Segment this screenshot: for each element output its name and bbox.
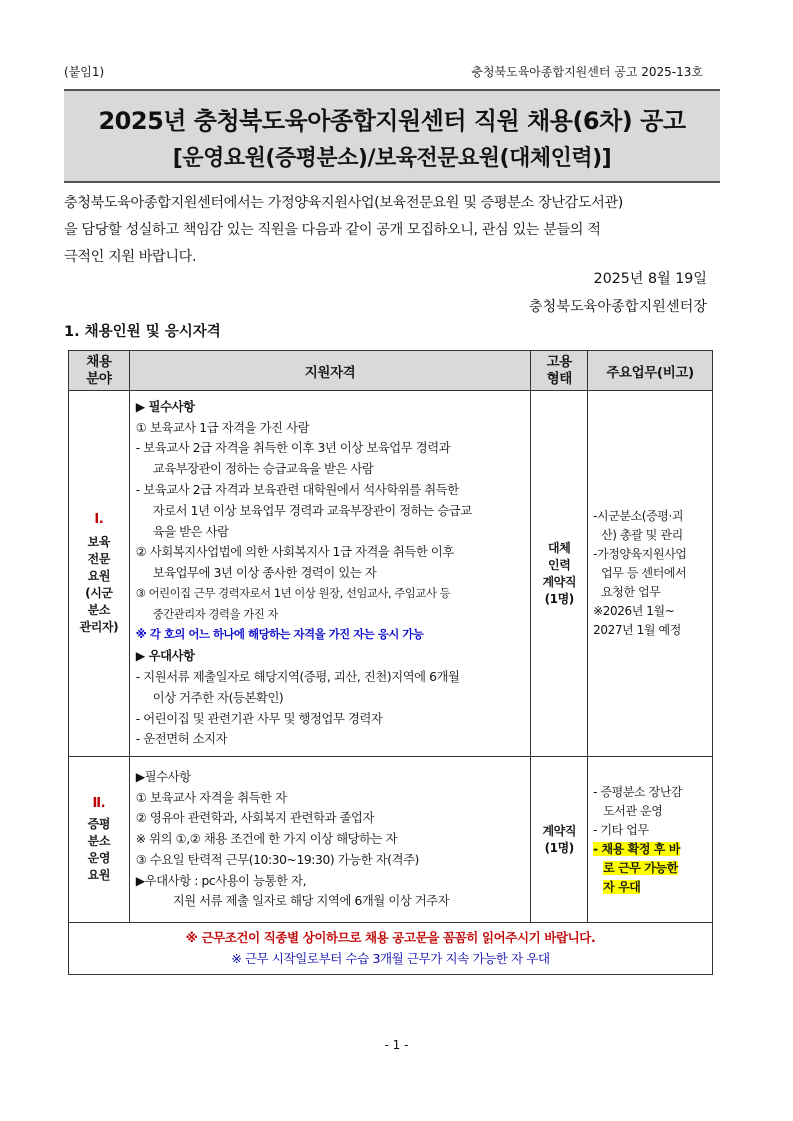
duty-highlight — [593, 878, 707, 897]
page-title: 2025년 충청북도육아종합지원센터 직원 채용(6차) 공고 — [98, 107, 686, 135]
row-number: Ⅰ. — [94, 512, 104, 527]
table-row — [69, 391, 713, 757]
row-number: Ⅱ. — [92, 796, 106, 811]
table-header-row — [69, 351, 713, 391]
preference-title: ▶ 우대사항 — [135, 649, 195, 664]
intro-line: 을 담당할 성실하고 책임감 있는 직원을 다음과 같이 공개 모집하오니, 관심 있는 분들의 적 — [64, 222, 601, 238]
field-text: 관리자) — [79, 620, 119, 634]
recruitment-table — [68, 350, 713, 975]
page-number: - 1 - — [384, 1038, 409, 1052]
emp-text: (1명) — [544, 591, 574, 606]
field-text: 보육 — [87, 535, 111, 549]
header-text: 고용 — [546, 353, 572, 370]
field-cell — [69, 757, 130, 923]
duty-line: 2027년 1월 예정 — [593, 623, 681, 637]
field-text: 분소 — [87, 834, 111, 848]
qualification-cell — [129, 391, 531, 757]
qual-line: - 보육교사 2급 자격을 취득한 이후 3년 이상 보육업무 경력과 — [135, 441, 451, 456]
qual-note: ※ 각 호의 어느 하나에 해당하는 자격을 가진 자는 응시 가능 — [135, 628, 424, 642]
qual-line: 자로서 1년 이상 보육업무 경력과 교육부장관이 정하는 승급교 — [152, 503, 472, 518]
duty-line: ※2026년 1월~ — [593, 604, 675, 618]
issuer: 충청북도육아종합지원센터장 — [528, 299, 707, 315]
footnote-primary: ※ 근무조건이 직종별 상이하므로 채용 공고문을 꼼꼼히 읽어주시기 바랍니다. — [185, 930, 596, 945]
emp-text: 대체 — [548, 540, 571, 555]
duty-highlight — [593, 840, 707, 859]
pref-line: ▶우대사항 : pc사용이 능통한 자, — [135, 873, 307, 888]
field-text: 요원 — [87, 868, 111, 882]
qualification-cell — [129, 757, 531, 923]
duty-line: - 채용 확정 후 바 — [593, 841, 680, 856]
table-row — [69, 757, 713, 923]
field-text: (시군 — [85, 586, 113, 600]
duty-line: - 기타 업무 — [593, 822, 649, 837]
emp-text: 인력 — [548, 557, 571, 572]
duty-line: 도서관 운영 — [603, 803, 663, 818]
qual-line: 중간관리자 경력을 가진 자 — [152, 607, 278, 621]
qual-line: ② 영유아 관련학과, 사회복지 관련학과 졸업자 — [135, 811, 375, 826]
duty-line: 업무 등 센터에서 — [601, 566, 687, 580]
pref-line: 이상 거주한 자(등본확인) — [152, 690, 284, 705]
qual-line: ③ 수요일 탄력적 근무(10:30~19:30) 가능한 자(격주) — [135, 852, 419, 867]
header-text: 채용 — [86, 353, 112, 370]
pref-line: - 어린이집 및 관련기관 사무 및 행정업무 경력자 — [135, 711, 383, 726]
notice-number: 충청북도육아종합지원센터 공고 2025-13호 — [471, 65, 703, 79]
employment-cell — [531, 391, 588, 757]
header-field — [69, 351, 130, 391]
header-text: 분야 — [86, 370, 112, 387]
header-emp — [531, 351, 588, 391]
duty-line: -가정양육지원사업 — [593, 547, 687, 561]
footnote-secondary: ※ 근무 시작일로부터 수습 3개월 근무가 지속 가능한 자 우대 — [231, 951, 550, 966]
field-text: 분소 — [87, 603, 111, 617]
qual-line: 교육부장관이 정하는 승급교육을 받은 사람 — [152, 462, 374, 477]
intro-line: 충청북도육아종합지원센터에서는 가정양육지원사업(보육전문요원 및 증평분소 장난감도서관) — [64, 195, 623, 211]
field-text: 운영 — [87, 851, 111, 865]
emp-text: 계약직 — [542, 574, 577, 589]
attachment-label: (붙임1) — [64, 65, 105, 79]
duty-line: - 증평분소 장난감 — [593, 784, 683, 799]
field-text: 증평 — [87, 817, 111, 831]
field-text: 요원 — [87, 569, 111, 583]
header-qual: 지원자격 — [129, 351, 531, 391]
header-text: 형태 — [546, 370, 572, 387]
required-title: ▶ 필수사항 — [135, 399, 195, 414]
required-title: ▶필수사항 — [135, 769, 191, 784]
qual-line: ② 사회복지사업법에 의한 사회복지사 1급 자격을 취득한 이후 — [135, 545, 454, 560]
header-duty: 주요업무(비고) — [588, 351, 713, 391]
field-cell — [69, 391, 130, 757]
qual-line: 보육업무에 3년 이상 종사한 경력이 있는 자 — [152, 566, 377, 581]
field-text: 전문 — [87, 552, 111, 566]
table-footnote-row — [69, 923, 713, 975]
page-subtitle: [운영요원(증평분소)/보육전문요원(대체인력)] — [172, 146, 612, 171]
duty-cell — [588, 391, 713, 757]
notice-date: 2025년 8월 19일 — [593, 271, 707, 287]
duty-line: 자 우대 — [603, 879, 641, 894]
employment-cell — [531, 757, 588, 923]
qual-line: ※ 위의 ①,② 채용 조건에 한 가지 이상 해당하는 자 — [135, 832, 398, 847]
intro-line: 극적인 지원 바랍니다. — [64, 249, 197, 265]
intro-paragraph — [64, 190, 708, 271]
pref-line: - 지원서류 제출일자로 해당지역(증평, 괴산, 진천)지역에 6개월 — [135, 670, 460, 685]
duty-line: 요청한 업무 — [601, 585, 661, 599]
duty-line: -시군분소(증평·괴 — [593, 509, 684, 523]
duty-highlight — [593, 859, 707, 878]
qual-line: ① 보육교사 1급 자격을 가진 사람 — [135, 420, 310, 435]
section-title: 1. 채용인원 및 응시자격 — [64, 324, 221, 340]
duty-line: 로 근무 가능한 — [603, 860, 678, 875]
qual-line: ① 보육교사 자격을 취득한 자 — [135, 790, 287, 805]
qual-line: - 보육교사 2급 자격과 보육관련 대학원에서 석사학위를 취득한 — [135, 482, 459, 497]
duty-cell — [588, 757, 713, 923]
footnote-cell — [69, 923, 713, 975]
pref-line: - 운전면허 소지자 — [135, 732, 228, 747]
emp-text: (1명) — [544, 840, 574, 855]
emp-text: 계약직 — [542, 823, 577, 838]
qual-line: 육을 받은 사람 — [152, 524, 229, 539]
qual-line: ③ 어린이집 근무 경력자로서 1년 이상 원장, 선임교사, 주임교사 등 — [135, 586, 451, 600]
title-box — [64, 89, 720, 183]
duty-line: 산) 총괄 및 관리 — [601, 528, 683, 542]
pref-line: 지원 서류 제출 일자로 해당 지역에 6개월 이상 거주자 — [172, 894, 450, 909]
